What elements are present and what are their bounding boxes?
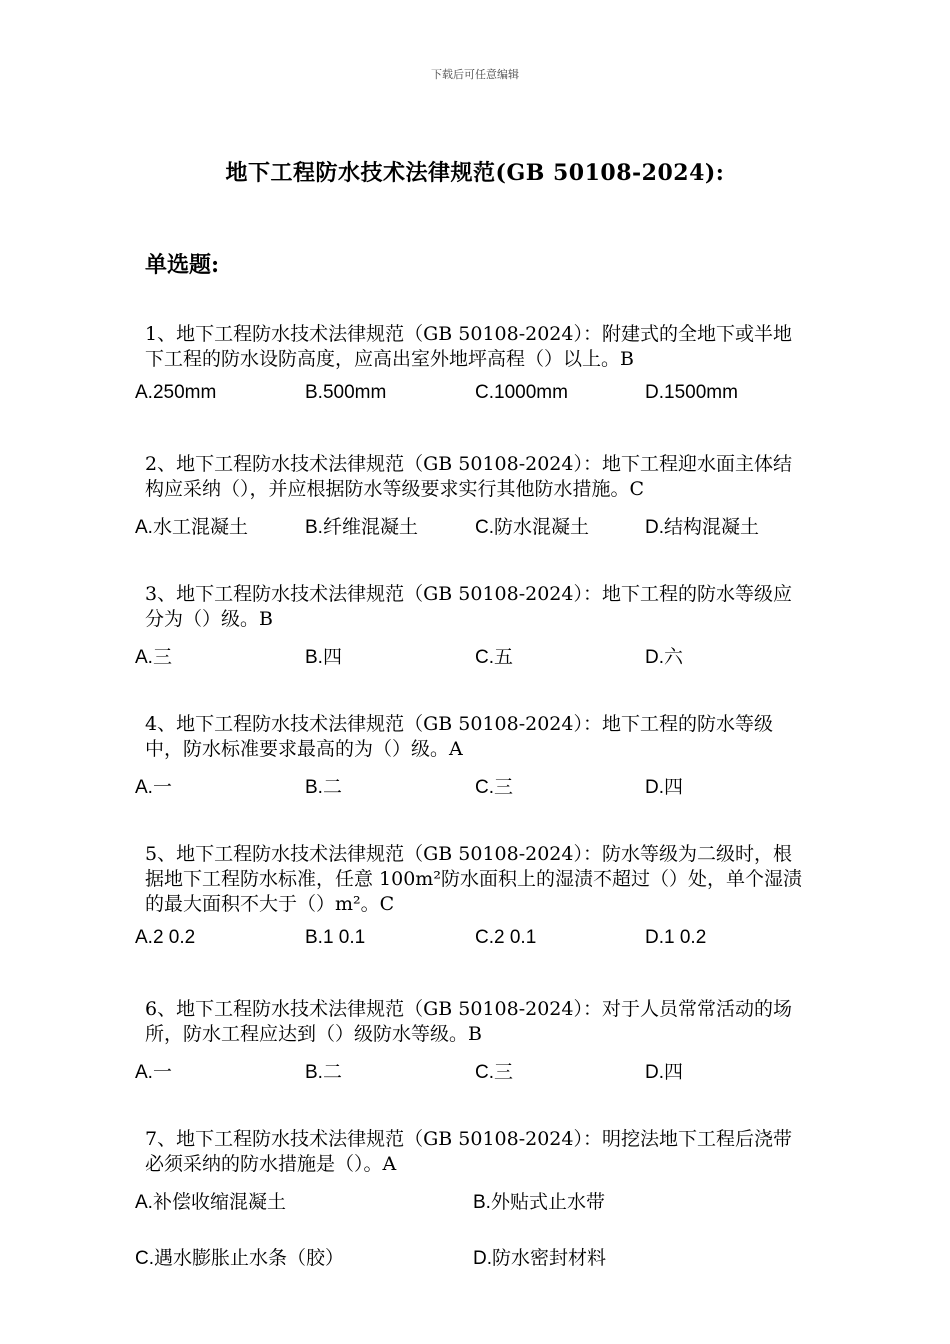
question-stem: 4、地下工程防水技术法律规范（GB 50108-2024）：地下工程的防水等级中，防水标准要求最高的为（）级。A: [145, 713, 773, 760]
question-stem: 5、地下工程防水技术法律规范（GB 50108-2024）：防水等级为二级时，根据地下工程防水标准，任意 100m²防水面积上的湿渍不超过（）处，单个湿渍的最大面积不大于（）m²。C: [145, 843, 802, 915]
option-row: [0, 512, 950, 536]
option-a: A.2 0.2: [135, 927, 196, 948]
question-3: [0, 582, 950, 666]
question-stem: 2、地下工程防水技术法律规范（GB 50108-2024）：地下工程迎水面主体结构应采纳（），并应根据防水等级要求实行其他防水措施。C: [145, 453, 792, 500]
option-b: B.500mm: [305, 382, 387, 403]
option-d: D.防水密封材料: [473, 1248, 607, 1269]
option-b: B.外贴式止水带: [473, 1192, 605, 1213]
document-title: 地下工程防水技术法律规范(GB 50108-2024):: [225, 160, 725, 186]
question-5: [0, 842, 950, 951]
option-c: C.遇水膨胀止水条（胶）: [135, 1248, 345, 1269]
option-row: [0, 927, 950, 951]
option-a: A.补偿收缩混凝土: [135, 1192, 286, 1213]
question-1: [0, 322, 950, 406]
option-d: D.四: [645, 1062, 684, 1083]
option-b: B.四: [305, 647, 342, 668]
question-6: [0, 997, 950, 1081]
option-b: B.二: [305, 1062, 342, 1083]
header-note: 下载后可任意编辑: [431, 68, 519, 81]
option-b: B.1 0.1: [305, 927, 366, 948]
option-a: A.一: [135, 1062, 172, 1083]
option-row: [0, 642, 950, 666]
option-c: C.三: [475, 777, 514, 798]
option-row: [0, 1057, 950, 1081]
option-a: A.一: [135, 777, 172, 798]
question-2: [0, 452, 950, 536]
option-d: D.结构混凝土: [645, 517, 760, 538]
option-row: [0, 1243, 950, 1267]
option-a: A.三: [135, 647, 172, 668]
option-d: D.四: [645, 777, 684, 798]
question-list: [0, 322, 950, 1267]
option-b: B.纤维混凝土: [305, 517, 418, 538]
option-c: C.防水混凝土: [475, 517, 590, 538]
option-b: B.二: [305, 777, 342, 798]
question-stem: 7、地下工程防水技术法律规范（GB 50108-2024）：明挖法地下工程后浇带必须采纳的防水措施是（）。A: [145, 1128, 792, 1175]
option-row: [0, 1187, 950, 1211]
question-stem: 6、地下工程防水技术法律规范（GB 50108-2024）：对于人员常常活动的场所，防水工程应达到（）级防水等级。B: [145, 998, 792, 1045]
option-c: C.三: [475, 1062, 514, 1083]
question-4: [0, 712, 950, 796]
option-c: C.1000mm: [475, 382, 568, 403]
option-row: [0, 772, 950, 796]
option-a: A.250mm: [135, 382, 217, 403]
section-heading: 单选题:: [145, 252, 220, 278]
question-7: [0, 1127, 950, 1267]
option-d: D.1 0.2: [645, 927, 707, 948]
option-row: [0, 382, 950, 406]
question-stem: 1、地下工程防水技术法律规范（GB 50108-2024）：附建式的全地下或半地下工程的防水设防高度，应高出室外地坪高程（）以上。B: [145, 323, 792, 370]
option-c: C.五: [475, 647, 514, 668]
question-stem: 3、地下工程防水技术法律规范（GB 50108-2024）：地下工程的防水等级应分为（）级。B: [145, 583, 792, 630]
option-a: A.水工混凝土: [135, 517, 248, 538]
option-d: D.六: [645, 647, 684, 668]
option-d: D.1500mm: [645, 382, 738, 403]
option-c: C.2 0.1: [475, 927, 537, 948]
